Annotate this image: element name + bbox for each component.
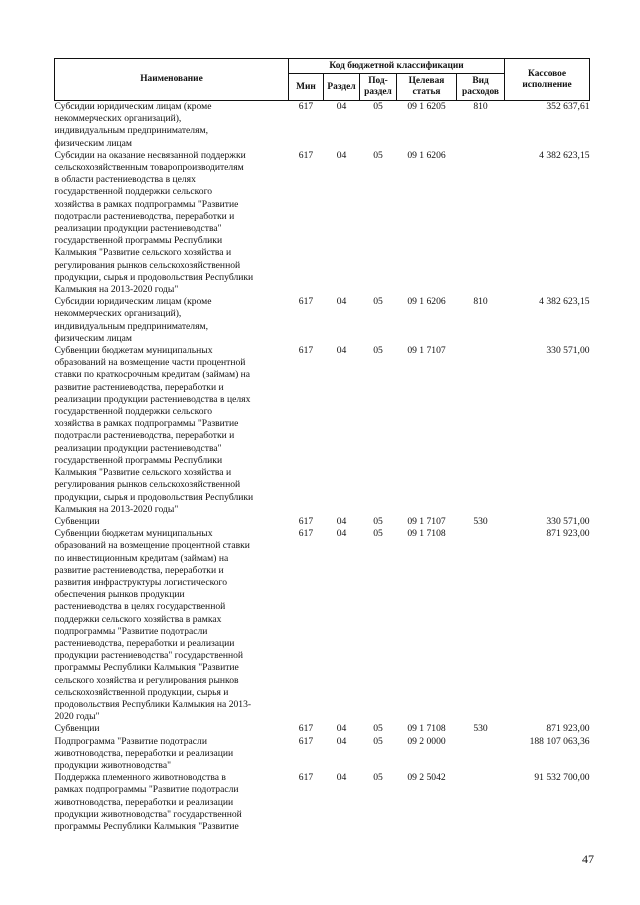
row-podrazdel: 05 bbox=[373, 735, 383, 747]
header-budget-code: Код бюджетной классификации bbox=[289, 59, 505, 74]
row-article: 09 2 0000 bbox=[407, 735, 446, 747]
table-row bbox=[55, 296, 590, 345]
row-vid bbox=[457, 736, 505, 773]
row-razdel: 04 bbox=[336, 772, 347, 784]
row-amount: 4 382 623,15 bbox=[539, 296, 590, 308]
table-row bbox=[55, 723, 590, 735]
row-razdel: 04 bbox=[336, 515, 347, 527]
row-amount: 188 107 063,36 bbox=[529, 735, 590, 747]
row-min: 617 bbox=[298, 149, 314, 161]
row-min: 617 bbox=[298, 515, 314, 527]
header-name: Наименование bbox=[55, 59, 289, 101]
row-name: Субсидии юридическим лицам (кроме некоммерческих организаций), индивидуальным предпринимателям, физическим лицам bbox=[54, 296, 212, 344]
row-podrazdel: 05 bbox=[373, 723, 383, 735]
row-razdel: 04 bbox=[336, 723, 347, 735]
table-row bbox=[55, 345, 590, 516]
row-razdel: 04 bbox=[336, 528, 347, 540]
header-vid: Вид расходов bbox=[457, 74, 505, 101]
row-amount: 871 923,00 bbox=[546, 723, 590, 735]
row-article: 09 1 6206 bbox=[407, 149, 446, 161]
row-min: 617 bbox=[298, 528, 314, 540]
table-body bbox=[55, 101, 590, 834]
row-amount: 352 637,61 bbox=[546, 101, 590, 112]
row-amount: 330 571,00 bbox=[546, 345, 590, 357]
header-min: Мин bbox=[289, 74, 324, 101]
row-vid: 810 bbox=[473, 101, 488, 112]
row-vid bbox=[457, 150, 505, 296]
row-podrazdel: 05 bbox=[373, 772, 383, 784]
row-min: 617 bbox=[298, 723, 314, 735]
row-name: Субсидии на оказание несвязанной поддержки сельскохозяйственным товаропроизводителям в области растениеводства в целях государственной поддержки сельского хозяйства в рамках подпрограммы "Развитие подотрасли растениеводства, переработки и реализации продукции растениеводства" государственной программы Республики Калмыкия "Развитие сельского хозяйства и регулирования рынков сельскохозяйственной продукции, сырья и продовольствия Республики Калмыкия на 2013-2020 годы" bbox=[54, 149, 254, 296]
row-vid bbox=[457, 345, 505, 516]
row-name: Субвенции бюджетам муниципальных образований на возмещение части процентной ставки по краткосрочным кредитам (займам) на развитие растениеводства, переработки и реализации продукции растениеводства в целях государственной поддержки сельского хозяйства в рамках подпрограммы "Развитие подотрасли растениеводства, переработки и реализации продукции растениеводства" государственной программы Республики Калмыкия "Развитие сельского хозяйства и регулирования рынков сельскохозяйственной продукции, сырья и продовольствия Республики Калмыкия на 2013-2020 годы" bbox=[54, 345, 254, 515]
header-article: Целевая статья bbox=[397, 74, 457, 101]
row-article: 09 1 7108 bbox=[407, 528, 446, 540]
row-vid bbox=[457, 528, 505, 723]
row-name: Подпрограмма "Развитие подотрасли животноводства, переработки и реализации продукции животноводства" bbox=[54, 735, 234, 771]
row-amount: 4 382 623,15 bbox=[539, 149, 590, 161]
row-amount: 871 923,00 bbox=[546, 528, 590, 540]
row-article: 09 1 7107 bbox=[407, 345, 446, 357]
row-podrazdel: 05 bbox=[373, 528, 383, 540]
row-amount: 330 571,00 bbox=[546, 515, 590, 527]
row-vid: 530 bbox=[473, 515, 488, 527]
row-vid: 810 bbox=[473, 296, 488, 308]
row-amount: 91 532 700,00 bbox=[534, 772, 590, 784]
row-min: 617 bbox=[298, 772, 314, 784]
row-name: Поддержка племенного животноводства в рамках подпрограммы "Развитие подотрасли животноводства, переработки и реализации продукции животноводства" государственной программы Республики Калмыкия "Развитие bbox=[54, 772, 242, 832]
row-razdel: 04 bbox=[336, 101, 347, 112]
row-podrazdel: 05 bbox=[373, 149, 383, 161]
row-podrazdel: 05 bbox=[373, 296, 383, 308]
row-razdel: 04 bbox=[336, 345, 347, 357]
row-article: 09 1 6206 bbox=[407, 296, 446, 308]
row-razdel: 04 bbox=[336, 149, 347, 161]
table-row bbox=[55, 516, 590, 528]
row-article: 09 1 7108 bbox=[407, 723, 446, 735]
header-razdel: Раздел bbox=[324, 74, 360, 101]
row-vid: 530 bbox=[473, 723, 488, 735]
row-min: 617 bbox=[298, 345, 314, 357]
budget-table bbox=[54, 58, 590, 833]
row-podrazdel: 05 bbox=[373, 101, 383, 112]
row-article: 09 1 6205 bbox=[407, 101, 446, 112]
table-header bbox=[55, 59, 590, 101]
page-number: 47 bbox=[582, 852, 594, 866]
row-vid bbox=[457, 772, 505, 833]
row-min: 617 bbox=[298, 735, 314, 747]
row-name: Субсидии юридическим лицам (кроме некоммерческих организаций), индивидуальным предпринимателям, физическим лицам bbox=[54, 101, 212, 149]
row-article: 09 1 7107 bbox=[407, 515, 446, 527]
row-podrazdel: 05 bbox=[373, 345, 383, 357]
budget-table-container bbox=[54, 58, 589, 833]
table-row bbox=[55, 736, 590, 773]
row-min: 617 bbox=[298, 296, 314, 308]
table-row bbox=[55, 101, 590, 150]
row-podrazdel: 05 bbox=[373, 515, 383, 527]
row-name: Субвенции bbox=[54, 723, 100, 735]
table-row bbox=[55, 528, 590, 723]
row-name: Субвенции bbox=[54, 515, 100, 527]
row-razdel: 04 bbox=[336, 296, 347, 308]
table-row bbox=[55, 150, 590, 296]
row-name: Субвенции бюджетам муниципальных образований на возмещение процентной ставки по инвестиционным кредитам (займам) на развитие растениеводства, переработки и развития инфраструктуры логистического обеспечения рынков продукции растениеводства в целях государственной поддержки сельского хозяйства в рамках подпрограммы "Развитие подотрасли растениеводства, переработки и реализации продукции растениеводства" государственной программы Республики Калмыкия "Развитие сельского хозяйства и регулирования рынков сельскохозяйственной продукции, сырья и продовольствия Республики Калмыкия на 2013- 2020 годы" bbox=[54, 528, 252, 723]
row-razdel: 04 bbox=[336, 735, 347, 747]
header-cash: Кассовое исполнение bbox=[505, 59, 590, 101]
header-podrazdel: Под- раздел bbox=[360, 74, 397, 101]
row-article: 09 2 5042 bbox=[407, 772, 446, 784]
row-min: 617 bbox=[298, 101, 314, 112]
table-row bbox=[55, 772, 590, 833]
